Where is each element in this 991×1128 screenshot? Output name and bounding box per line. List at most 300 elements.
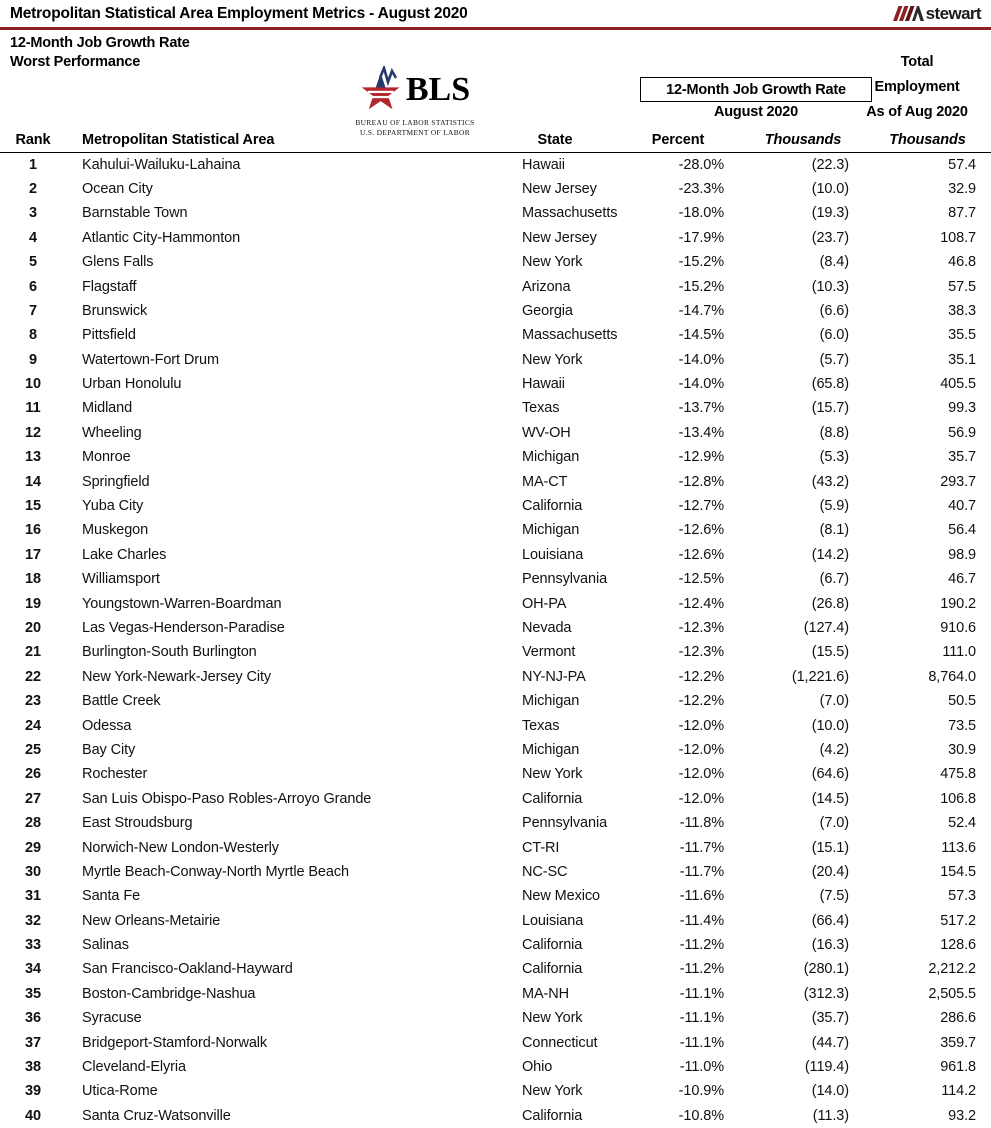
cell-state: California xyxy=(522,937,583,954)
cell-msa: Lake Charles xyxy=(82,546,167,563)
cell-change-thousands: (8.4) xyxy=(819,254,849,271)
cell-msa: Battle Creek xyxy=(82,693,161,710)
cell-change-thousands: (119.4) xyxy=(804,1059,849,1076)
cell-total-thousands: 475.8 xyxy=(940,766,976,783)
cell-percent: -14.7% xyxy=(678,302,724,319)
cell-msa: San Luis Obispo-Paso Robles-Arroyo Grande xyxy=(82,790,372,807)
cell-percent: -15.2% xyxy=(678,278,724,295)
cell-rank: 4 xyxy=(29,229,37,246)
cell-state: MA-NH xyxy=(522,985,570,1002)
table-row xyxy=(0,1006,991,1030)
cell-state: New Mexico xyxy=(522,888,600,905)
cell-msa: Santa Fe xyxy=(82,888,141,905)
cell-rank: 31 xyxy=(25,888,41,905)
cell-percent: -13.7% xyxy=(678,400,724,417)
cell-percent: -11.7% xyxy=(679,839,724,856)
cell-state: NY-NJ-PA xyxy=(522,668,586,685)
cell-rank: 26 xyxy=(25,766,41,783)
cell-percent: -12.8% xyxy=(678,473,724,490)
table-row xyxy=(0,957,991,981)
table-row xyxy=(0,323,991,347)
cell-rank: 36 xyxy=(25,1010,41,1027)
job-growth-month-label: August 2020 xyxy=(713,104,799,120)
table-row xyxy=(0,152,991,176)
cell-rank: 19 xyxy=(25,595,41,612)
cell-state: Arizona xyxy=(522,278,571,295)
cell-rank: 30 xyxy=(25,863,41,880)
job-growth-rate-header-box: 12-Month Job Growth Rate xyxy=(640,77,872,102)
table-row xyxy=(0,1104,991,1128)
cell-msa: Youngstown-Warren-Boardman xyxy=(82,595,282,612)
cell-msa: Watertown-Fort Drum xyxy=(82,351,219,368)
cell-msa: Atlantic City-Hammonton xyxy=(82,229,241,246)
cell-rank: 27 xyxy=(25,790,41,807)
cell-percent: -11.1% xyxy=(679,1034,724,1051)
cell-change-thousands: (8.8) xyxy=(819,424,849,441)
table-row xyxy=(0,713,991,737)
column-header-state: State xyxy=(496,128,614,152)
cell-total-thousands: 293.7 xyxy=(940,473,976,490)
subtitle-metric: 12-Month Job Growth Rate xyxy=(10,35,190,51)
table-row xyxy=(0,835,991,859)
cell-change-thousands: (15.5) xyxy=(811,644,849,661)
table-row xyxy=(0,177,991,201)
table-row xyxy=(0,616,991,640)
cell-msa: Kahului-Wailuku-Lahaina xyxy=(82,156,241,173)
cell-total-thousands: 87.7 xyxy=(948,205,976,222)
cell-change-thousands: (7.0) xyxy=(819,815,849,832)
cell-percent: -12.3% xyxy=(678,644,724,661)
cell-msa: Norwich-New London-Westerly xyxy=(82,839,279,856)
cell-total-thousands: 517.2 xyxy=(940,912,976,929)
cell-rank: 33 xyxy=(25,937,41,954)
table-row xyxy=(0,591,991,615)
cell-state: California xyxy=(522,1107,583,1124)
cell-change-thousands: (7.5) xyxy=(819,888,849,905)
column-header-rank: Rank xyxy=(0,128,66,152)
column-group-headers xyxy=(560,52,977,128)
cell-msa: Flagstaff xyxy=(82,278,137,295)
cell-percent: -12.2% xyxy=(678,668,724,685)
bls-department-line: U.S. DEPARTMENT OF LABOR xyxy=(359,128,470,137)
cell-state: California xyxy=(522,790,583,807)
table-row xyxy=(0,1055,991,1079)
cell-state: California xyxy=(522,961,583,978)
cell-percent: -12.4% xyxy=(678,595,724,612)
cell-change-thousands: (19.3) xyxy=(811,205,849,222)
cell-percent: -12.9% xyxy=(678,449,724,466)
cell-msa: Pittsfield xyxy=(82,327,136,344)
cell-change-thousands: (64.6) xyxy=(811,766,849,783)
cell-state: Georgia xyxy=(522,302,573,319)
cell-percent: -11.1% xyxy=(679,985,724,1002)
cell-rank: 22 xyxy=(25,668,41,685)
cell-rank: 24 xyxy=(25,717,41,734)
cell-change-thousands: (5.7) xyxy=(819,351,849,368)
cell-percent: -12.0% xyxy=(678,766,724,783)
table-row xyxy=(0,445,991,469)
cell-msa: Rochester xyxy=(82,766,148,783)
cell-state: Vermont xyxy=(522,644,576,661)
table-header-row xyxy=(0,128,991,152)
cell-total-thousands: 106.8 xyxy=(940,790,976,807)
table-body xyxy=(0,152,991,1128)
cell-percent: -12.2% xyxy=(678,693,724,710)
cell-msa: Yuba City xyxy=(82,498,144,515)
cell-total-thousands: 46.7 xyxy=(948,571,976,588)
cell-percent: -15.2% xyxy=(678,254,724,271)
cell-change-thousands: (22.3) xyxy=(811,156,849,173)
cell-percent: -12.6% xyxy=(678,522,724,539)
cell-rank: 13 xyxy=(25,449,41,466)
cell-state: New York xyxy=(522,1010,583,1027)
cell-percent: -11.6% xyxy=(679,888,724,905)
cell-change-thousands: (15.7) xyxy=(811,400,849,417)
cell-change-thousands: (5.3) xyxy=(819,449,849,466)
table-row xyxy=(0,762,991,786)
cell-rank: 23 xyxy=(25,693,41,710)
table-row xyxy=(0,1079,991,1103)
stewart-slashes-icon xyxy=(893,5,925,22)
table-row xyxy=(0,811,991,835)
cell-state: Michigan xyxy=(522,449,580,466)
report-subtitle xyxy=(10,34,190,71)
cell-total-thousands: 359.7 xyxy=(940,1034,976,1051)
cell-rank: 2 xyxy=(29,180,37,197)
cell-change-thousands: (43.2) xyxy=(811,473,849,490)
cell-total-thousands: 93.2 xyxy=(948,1107,976,1124)
table-row xyxy=(0,787,991,811)
table-row xyxy=(0,250,991,274)
cell-rank: 20 xyxy=(25,620,41,636)
cell-rank: 25 xyxy=(25,741,41,758)
column-header-total-thousands: Thousands xyxy=(864,128,991,152)
stewart-logo xyxy=(893,5,981,22)
table-row xyxy=(0,982,991,1006)
column-header-change-thousands: Thousands xyxy=(742,128,864,152)
cell-state: Texas xyxy=(522,717,560,734)
cell-percent: -12.0% xyxy=(678,717,724,734)
cell-msa: Santa Cruz-Watsonville xyxy=(82,1107,231,1124)
cell-total-thousands: 35.5 xyxy=(948,327,976,344)
cell-change-thousands: (11.3) xyxy=(812,1107,849,1124)
cell-percent: -12.7% xyxy=(678,498,724,515)
table-row xyxy=(0,421,991,445)
cell-total-thousands: 99.3 xyxy=(948,400,976,417)
cell-state: Massachusetts xyxy=(522,327,618,344)
table-row xyxy=(0,738,991,762)
cell-state: CT-RI xyxy=(522,839,560,856)
cell-rank: 39 xyxy=(25,1083,41,1100)
cell-percent: -14.0% xyxy=(678,376,724,393)
cell-total-thousands: 57.3 xyxy=(948,888,976,905)
cell-change-thousands: (6.7) xyxy=(819,571,849,588)
cell-msa: Urban Honolulu xyxy=(82,376,182,393)
cell-percent: -14.5% xyxy=(678,327,724,344)
cell-rank: 11 xyxy=(25,400,41,417)
cell-total-thousands: 128.6 xyxy=(940,937,976,954)
cell-change-thousands: (312.3) xyxy=(803,985,849,1002)
cell-percent: -18.0% xyxy=(678,205,724,222)
cell-state: Ohio xyxy=(522,1059,553,1076)
cell-total-thousands: 52.4 xyxy=(948,815,976,832)
cell-rank: 14 xyxy=(25,473,41,490)
table-row xyxy=(0,860,991,884)
cell-total-thousands: 46.8 xyxy=(948,254,976,271)
cell-msa: Cleveland-Elyria xyxy=(82,1059,186,1076)
stewart-wordmark: stewart xyxy=(925,4,981,23)
cell-percent: -11.2% xyxy=(679,937,724,954)
cell-rank: 28 xyxy=(25,815,41,832)
cell-total-thousands: 57.4 xyxy=(948,156,976,173)
table-row xyxy=(0,274,991,298)
cell-total-thousands: 35.7 xyxy=(948,449,976,466)
cell-total-thousands: 57.5 xyxy=(948,278,976,295)
cell-state: Michigan xyxy=(522,693,580,710)
cell-msa: Salinas xyxy=(82,937,129,954)
cell-percent: -12.0% xyxy=(678,790,724,807)
cell-percent: -12.3% xyxy=(678,620,724,636)
cell-total-thousands: 2,505.5 xyxy=(928,985,976,1002)
cell-percent: -14.0% xyxy=(678,351,724,368)
cell-change-thousands: (1,221.6) xyxy=(791,668,849,685)
cell-percent: -28.0% xyxy=(678,156,724,173)
table-row xyxy=(0,372,991,396)
cell-state: WV-OH xyxy=(522,424,571,441)
cell-total-thousands: 961.8 xyxy=(940,1059,976,1076)
cell-percent: -23.3% xyxy=(678,180,724,197)
cell-percent: -11.8% xyxy=(679,815,724,832)
cell-change-thousands: (20.4) xyxy=(811,863,849,880)
cell-state: California xyxy=(522,498,583,515)
cell-state: New York xyxy=(522,1083,583,1100)
total-employment-line3: As of Aug 2020 xyxy=(866,104,968,120)
cell-state: OH-PA xyxy=(522,595,567,612)
cell-change-thousands: (10.0) xyxy=(811,717,849,734)
table-row xyxy=(0,640,991,664)
bls-star-icon xyxy=(360,66,402,115)
cell-percent: -10.8% xyxy=(678,1107,724,1124)
cell-change-thousands: (23.7) xyxy=(811,229,849,246)
cell-change-thousands: (7.0) xyxy=(819,693,849,710)
cell-percent: -11.1% xyxy=(679,1010,724,1027)
cell-state: Hawaii xyxy=(522,376,565,393)
cell-change-thousands: (35.7) xyxy=(811,1010,849,1027)
cell-total-thousands: 111.0 xyxy=(942,644,976,661)
cell-total-thousands: 40.7 xyxy=(948,498,976,515)
cell-total-thousands: 50.5 xyxy=(948,693,976,710)
cell-change-thousands: (14.0) xyxy=(811,1083,849,1100)
table-row xyxy=(0,909,991,933)
cell-change-thousands: (127.4) xyxy=(803,620,849,636)
cell-msa: New York-Newark-Jersey City xyxy=(82,668,272,685)
cell-rank: 10 xyxy=(25,376,41,393)
cell-rank: 37 xyxy=(25,1034,41,1051)
table-row xyxy=(0,396,991,420)
cell-msa: Monroe xyxy=(82,449,131,466)
cell-total-thousands: 8,764.0 xyxy=(928,668,976,685)
cell-state: Louisiana xyxy=(522,546,584,563)
cell-msa: Glens Falls xyxy=(82,254,154,271)
cell-total-thousands: 154.5 xyxy=(940,863,976,880)
cell-msa: New Orleans-Metairie xyxy=(82,912,221,929)
cell-change-thousands: (4.2) xyxy=(819,741,849,758)
cell-change-thousands: (65.8) xyxy=(811,376,849,393)
cell-rank: 5 xyxy=(29,254,37,271)
document-title: Metropolitan Statistical Area Employment Metrics - August 2020 xyxy=(10,4,468,22)
cell-total-thousands: 38.3 xyxy=(948,302,976,319)
table-row xyxy=(0,469,991,493)
cell-change-thousands: (14.2) xyxy=(811,546,849,563)
cell-total-thousands: 114.2 xyxy=(941,1083,976,1100)
cell-total-thousands: 56.4 xyxy=(948,522,976,539)
cell-total-thousands: 190.2 xyxy=(940,595,976,612)
cell-rank: 40 xyxy=(25,1107,41,1124)
cell-change-thousands: (6.6) xyxy=(819,302,849,319)
cell-rank: 35 xyxy=(25,985,41,1002)
table-row xyxy=(0,567,991,591)
cell-change-thousands: (66.4) xyxy=(811,912,849,929)
cell-msa: Brunswick xyxy=(82,302,148,319)
cell-total-thousands: 56.9 xyxy=(948,424,976,441)
cell-msa: Las Vegas-Henderson-Paradise xyxy=(82,620,285,636)
cell-state: Texas xyxy=(522,400,560,417)
cell-change-thousands: (280.1) xyxy=(803,961,849,978)
cell-rank: 15 xyxy=(25,498,41,515)
subtitle-performance: Worst Performance xyxy=(10,53,141,70)
cell-state: Pennsylvania xyxy=(522,571,608,588)
cell-change-thousands: (15.1) xyxy=(811,839,849,856)
cell-total-thousands: 73.5 xyxy=(948,717,976,734)
cell-state: New York xyxy=(522,766,583,783)
table-row xyxy=(0,201,991,225)
cell-msa: Utica-Rome xyxy=(82,1083,158,1100)
cell-percent: -11.4% xyxy=(679,912,724,929)
cell-total-thousands: 2,212.2 xyxy=(928,961,976,978)
table-row xyxy=(0,933,991,957)
cell-state: Michigan xyxy=(522,522,580,539)
cell-rank: 38 xyxy=(25,1059,41,1076)
table-row xyxy=(0,689,991,713)
cell-state: New Jersey xyxy=(522,229,597,246)
cell-change-thousands: (6.0) xyxy=(819,327,849,344)
column-header-percent: Percent xyxy=(614,128,742,152)
cell-rank: 17 xyxy=(25,546,41,563)
cell-msa: Ocean City xyxy=(82,180,153,197)
bls-acronym: BLS xyxy=(405,71,471,109)
cell-change-thousands: (14.5) xyxy=(811,790,849,807)
cell-msa: Williamsport xyxy=(82,571,160,588)
cell-total-thousands: 98.9 xyxy=(948,546,976,563)
cell-change-thousands: (8.1) xyxy=(819,522,849,539)
cell-msa: Myrtle Beach-Conway-North Myrtle Beach xyxy=(82,863,349,880)
cell-state: New York xyxy=(522,351,583,368)
cell-state: Hawaii xyxy=(522,156,565,173)
cell-percent: -12.5% xyxy=(678,571,724,588)
cell-state: Pennsylvania xyxy=(522,815,608,832)
total-employment-line2: Employment xyxy=(874,79,960,95)
document-header-bar xyxy=(0,0,991,27)
cell-msa: Syracuse xyxy=(82,1010,142,1027)
table-row xyxy=(0,543,991,567)
cell-change-thousands: (10.0) xyxy=(811,180,849,197)
cell-msa: Muskegon xyxy=(82,522,149,539)
cell-percent: -11.0% xyxy=(679,1059,724,1076)
cell-msa: Midland xyxy=(82,400,133,417)
cell-rank: 12 xyxy=(25,424,41,441)
bls-bureau-line: BUREAU OF LABOR STATISTICS xyxy=(355,118,475,127)
cell-msa: Boston-Cambridge-Nashua xyxy=(82,985,256,1002)
employment-metrics-table xyxy=(0,128,991,1128)
cell-msa: Odessa xyxy=(82,717,132,734)
table-row xyxy=(0,299,991,323)
cell-percent: -11.2% xyxy=(679,961,724,978)
cell-rank: 18 xyxy=(25,571,41,588)
table-row xyxy=(0,884,991,908)
cell-state: Michigan xyxy=(522,741,580,758)
total-employment-header xyxy=(857,50,977,125)
cell-change-thousands: (44.7) xyxy=(811,1034,849,1051)
cell-total-thousands: 35.1 xyxy=(948,351,976,368)
cell-msa: Barnstable Town xyxy=(82,205,188,222)
cell-percent: -11.7% xyxy=(679,863,724,880)
cell-msa: San Francisco-Oakland-Hayward xyxy=(82,961,293,978)
table-row xyxy=(0,494,991,518)
table-row xyxy=(0,518,991,542)
cell-rank: 16 xyxy=(25,522,41,539)
cell-total-thousands: 910.6 xyxy=(940,620,976,636)
cell-change-thousands: (26.8) xyxy=(811,595,849,612)
cell-rank: 9 xyxy=(29,351,37,368)
cell-percent: -17.9% xyxy=(678,229,724,246)
cell-state: Louisiana xyxy=(522,912,584,929)
cell-percent: -12.6% xyxy=(678,546,724,563)
cell-msa: Bay City xyxy=(82,741,136,758)
cell-change-thousands: (5.9) xyxy=(819,498,849,515)
cell-percent: -12.0% xyxy=(678,741,724,758)
cell-total-thousands: 108.7 xyxy=(940,229,976,246)
cell-rank: 29 xyxy=(25,839,41,856)
cell-total-thousands: 286.6 xyxy=(940,1010,976,1027)
cell-msa: Wheeling xyxy=(82,424,142,441)
cell-total-thousands: 113.6 xyxy=(941,839,976,856)
cell-total-thousands: 30.9 xyxy=(948,741,976,758)
table-row xyxy=(0,348,991,372)
cell-state: NC-SC xyxy=(522,863,568,880)
cell-state: Connecticut xyxy=(522,1034,598,1051)
cell-percent: -10.9% xyxy=(678,1083,724,1100)
cell-rank: 32 xyxy=(25,912,41,929)
cell-msa: Springfield xyxy=(82,473,150,490)
cell-total-thousands: 405.5 xyxy=(940,376,976,393)
cell-rank: 21 xyxy=(25,644,41,661)
cell-msa: East Stroudsburg xyxy=(82,815,193,832)
cell-rank: 8 xyxy=(29,327,37,344)
cell-rank: 7 xyxy=(29,302,37,319)
table-row xyxy=(0,665,991,689)
cell-rank: 3 xyxy=(29,205,37,222)
cell-msa: Burlington-South Burlington xyxy=(82,644,257,661)
cell-percent: -13.4% xyxy=(678,424,724,441)
cell-rank: 34 xyxy=(25,961,41,978)
cell-state: Massachusetts xyxy=(522,205,618,222)
cell-change-thousands: (10.3) xyxy=(811,278,849,295)
cell-state: MA-CT xyxy=(522,473,568,490)
cell-total-thousands: 32.9 xyxy=(948,180,976,197)
cell-msa: Bridgeport-Stamford-Norwalk xyxy=(82,1034,268,1051)
cell-state: New York xyxy=(522,254,583,271)
cell-rank: 1 xyxy=(29,156,37,173)
